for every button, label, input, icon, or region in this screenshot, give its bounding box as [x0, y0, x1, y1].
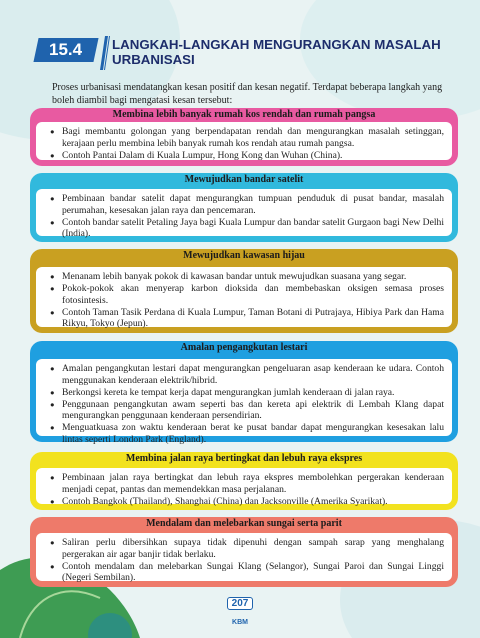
measure-points — [50, 126, 444, 162]
section-number: 15.4 — [33, 38, 98, 62]
list-item: ● Contoh Taman Tasik Perdana di Kuala Lumpur, Taman Botani di Putrajaya, Hibiya Park dan Hama Rikyu, Tokyo (Jepun). — [50, 307, 444, 330]
list-item: ● Contoh mendalam dan melebarkan Sungai Klang (Selangor), Sungai Paroi dan Sungai Linggi (Negeri Sembilan). — [50, 561, 444, 584]
measure-title: Mewujudkan kawasan hijau — [183, 250, 305, 261]
measure-title: Membina jalan raya bertingkat dan lebuh raya ekspres — [125, 453, 363, 464]
measure-title: Membina lebih banyak rumah kos rendah dan rumah pangsa — [112, 109, 376, 120]
measure-panel — [30, 173, 458, 242]
measure-title: Mewujudkan bandar satelit — [184, 174, 304, 185]
list-item: ● Bagi membantu golongan yang berpendapatan rendah dan mengurangkan masalah setinggan, kerajaan perlu membina lebih banyak rumah kos rendah atau rumah pangsa. — [50, 126, 444, 149]
list-item: ● Berkongsi kereta ke tempat kerja dapat mengurangkan jumlah kenderaan di jalan raya. — [50, 387, 444, 399]
measure-title: Mendalam dan melebarkan sungai serta parit — [146, 518, 342, 529]
measure-body — [36, 359, 452, 446]
list-item: ● Amalan pengangkutan lestari dapat mengurangkan pengeluaran asap kenderaan ke udara. Contoh menggunakan kenderaan elektrik/hibrid. — [50, 363, 444, 386]
list-item: ● Pembinaan jalan raya bertingkat dan lebuh raya ekspres membolehkan pergerakan kenderaan menjadi cepat, pantas dan memendekkan masa perjalanan. — [50, 472, 444, 495]
measure-title: Amalan pengangkutan lestari — [180, 342, 308, 353]
list-item: ● Penggunaan pengangkutan awam seperti bas dan kereta api elektrik di Lembah Klang dapat mengurangkan penggunaan kenderaan persendirian. — [50, 399, 444, 422]
list-item: ● Pokok-pokok akan menyerap karbon dioksida dan membebaskan oksigen semasa proses fotosintesis. — [50, 283, 444, 306]
measure-panel — [30, 249, 458, 333]
measure-panel — [30, 452, 458, 510]
page-number: 207 — [227, 597, 254, 610]
measure-body — [36, 189, 452, 240]
measure-body — [36, 468, 452, 507]
measure-points — [50, 193, 444, 240]
measure-points — [50, 363, 444, 446]
section-title: LANGKAH-LANGKAH MENGURANGKAN MASALAH URBANISASI — [112, 37, 441, 67]
measure-body — [36, 533, 452, 584]
measure-body — [36, 267, 452, 330]
page-footer — [212, 593, 268, 629]
intro-paragraph: Proses urbanisasi mendatangkan kesan positif dan kesan negatif. Terdapat beberapa langkah yang boleh diambil bagi mengatasi kesan tersebut: — [52, 82, 443, 106]
measure-points — [50, 537, 444, 584]
measure-panel — [30, 517, 458, 587]
list-item: ● Pembinaan bandar satelit dapat mengurangkan tumpuan penduduk di pusat bandar, masalah perumahan, kesesakan jalan raya dan pencemaran. — [50, 193, 444, 216]
list-item: ● Contoh bandar satelit Petaling Jaya bagi Kuala Lumpur dan bandar satelit Gurgaon bagi New Delhi (India). — [50, 217, 444, 240]
measure-panel — [30, 341, 458, 446]
decorative-stripes — [100, 36, 110, 70]
list-item: ● Saliran perlu dibersihkan supaya tidak dipenuhi dengan sampah sarap yang menghalang pergerakan air agar banjir tidak berlaku. — [50, 537, 444, 560]
list-item: ● Contoh Pantai Dalam di Kuala Lumpur, Hong Kong dan Wuhan (China). — [50, 150, 444, 162]
publisher-mark: KBM — [232, 619, 248, 626]
list-item: ● Contoh Bangkok (Thailand), Shanghai (China) dan Jacksonville (Amerika Syarikat). — [50, 496, 444, 508]
measure-points — [50, 271, 444, 330]
list-item: ● Menguatkuasa zon waktu kenderaan berat ke pusat bandar dapat mengurangkan kesesakan lalu lintas seperti London Park (England). — [50, 422, 444, 445]
measure-panel — [30, 108, 458, 166]
list-item: ● Menanam lebih banyak pokok di kawasan bandar untuk mewujudkan suasana yang segar. — [50, 271, 444, 283]
measure-body — [36, 122, 452, 160]
measure-points — [50, 472, 444, 508]
